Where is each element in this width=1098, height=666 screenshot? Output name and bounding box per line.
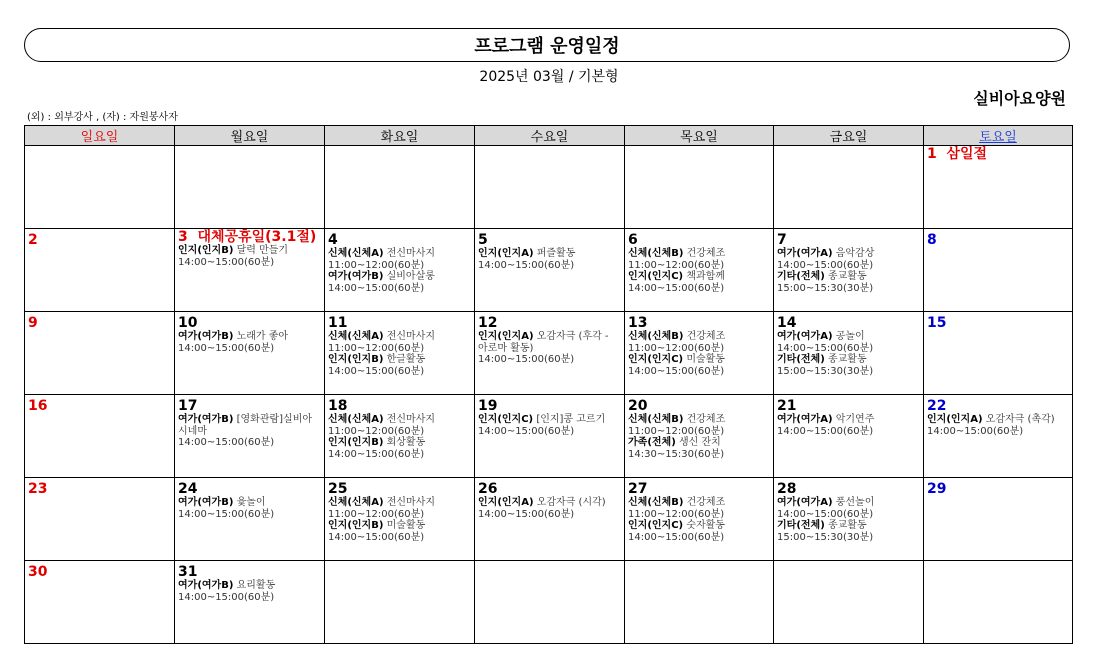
day-header [777, 229, 920, 248]
calendar-day-cell [475, 561, 625, 644]
program-event [628, 271, 770, 283]
calendar-day-cell [625, 478, 774, 561]
program-name: 노래가 좋아 [236, 331, 289, 342]
calendar-day-cell [774, 478, 924, 561]
day-header [178, 312, 321, 331]
program-category: 인지(인지A) [478, 248, 534, 259]
day-number: 17 [178, 398, 198, 414]
day-number: 19 [478, 398, 498, 414]
program-event [178, 414, 321, 437]
day-number: 31 [178, 564, 198, 580]
program-event [328, 437, 471, 449]
day-header [328, 229, 471, 248]
program-name: 전신마사지 [386, 497, 436, 508]
calendar-day-cell [625, 395, 774, 478]
day-number: 16 [28, 398, 48, 414]
program-name: 전신마사지 [386, 414, 436, 425]
calendar-day-cell [774, 146, 924, 229]
weekday-header-monday: 월요일 [175, 126, 325, 146]
calendar-day-cell [475, 478, 625, 561]
day-number: 9 [28, 315, 38, 331]
program-category: 여가(여가B) [178, 497, 234, 508]
legend: (외) : 외부강사 , (자) : 자원봉사자 [27, 112, 178, 123]
day-header [28, 561, 171, 580]
program-category: 여가(여가B) [178, 414, 234, 425]
weekday-header-thursday: 목요일 [625, 126, 774, 146]
day-number: 20 [628, 398, 648, 414]
calendar-day-cell [175, 478, 325, 561]
day-header [478, 312, 621, 331]
program-name: 풍선놀이 [835, 497, 875, 508]
day-number: 14 [777, 315, 797, 331]
calendar-day-cell [325, 312, 475, 395]
program-name: 요리활동 [236, 580, 276, 591]
program-event [328, 354, 471, 366]
program-name: 실비아살롱 [386, 271, 435, 282]
program-time: 14:00~15:00(60분) [478, 425, 575, 437]
program-category: 신체(신체A) [328, 414, 384, 425]
weekday-header-friday: 금요일 [774, 126, 924, 146]
program-name: 생신 잔치 [678, 437, 721, 448]
program-category: 신체(신체B) [628, 331, 684, 342]
day-number: 23 [28, 481, 48, 497]
program-category: 인지(인지C) [628, 520, 684, 531]
day-header [28, 312, 171, 331]
program-name: 종교활동 [827, 271, 867, 282]
program-category: 기타(전체) [777, 271, 825, 282]
program-name: 전신마사지 [386, 331, 436, 342]
day-header [478, 229, 621, 248]
day-header [328, 312, 471, 331]
program-event [628, 331, 770, 343]
program-category: 여가(여가A) [777, 331, 833, 342]
program-time: 11:00~12:00(60분) [628, 259, 725, 271]
program-time: 14:00~15:00(60분) [777, 342, 874, 354]
program-category: 인지(인지A) [478, 497, 534, 508]
calendar-day-cell [924, 312, 1073, 395]
calendar-day-cell [924, 229, 1073, 312]
program-category: 신체(신체A) [328, 497, 384, 508]
program-name: 공놀이 [835, 331, 865, 342]
weekday-header-saturday: 토요일 [924, 126, 1073, 146]
day-number: 5 [478, 232, 488, 248]
program-time: 14:00~15:00(60분) [628, 282, 725, 294]
program-event [478, 414, 621, 426]
program-time: 11:00~12:00(60분) [628, 342, 725, 354]
calendar-day-cell [625, 561, 774, 644]
day-number: 21 [777, 398, 797, 414]
calendar-day-cell [924, 561, 1073, 644]
calendar-day-cell [475, 229, 625, 312]
day-number: 3 [178, 229, 188, 245]
calendar-day-cell [475, 312, 625, 395]
holiday-label: 삼일절 [946, 146, 988, 162]
calendar-day-cell [25, 312, 175, 395]
program-event [628, 414, 770, 426]
program-category: 인지(인지B) [178, 245, 234, 256]
program-event [777, 248, 920, 260]
day-number: 18 [328, 398, 348, 414]
week-row [25, 561, 1073, 644]
day-header [178, 561, 321, 580]
program-time: 14:00~15:00(60분) [328, 282, 425, 294]
program-category: 인지(인지B) [328, 520, 384, 531]
program-time: 14:00~15:00(60분) [178, 508, 275, 520]
weekday-header-row [25, 126, 1073, 146]
program-name: 종교활동 [827, 520, 867, 531]
program-category: 여가(여가A) [777, 497, 833, 508]
program-time: 11:00~12:00(60분) [628, 425, 725, 437]
program-category: 인지(인지A) [478, 331, 534, 342]
program-event [178, 245, 321, 257]
program-time: 11:00~12:00(60분) [628, 508, 725, 520]
day-number: 22 [927, 398, 947, 414]
program-event [777, 271, 920, 283]
program-category: 인지(인지C) [628, 354, 684, 365]
day-header [628, 478, 770, 497]
program-name: 퍼즐활동 [536, 248, 576, 259]
weekday-header-sunday: 일요일 [25, 126, 175, 146]
calendar-day-cell [175, 395, 325, 478]
program-time: 14:00~15:00(60분) [328, 365, 425, 377]
program-category: 인지(인지C) [478, 414, 534, 425]
program-time: 15:00~15:30(30분) [777, 282, 874, 294]
program-event [178, 497, 321, 509]
day-number: 15 [927, 315, 947, 331]
program-name: 회상활동 [386, 437, 426, 448]
program-event [777, 414, 920, 426]
program-category: 신체(신체B) [628, 248, 684, 259]
program-time: 14:00~15:00(60분) [328, 448, 425, 460]
calendar-day-cell [774, 229, 924, 312]
day-number: 7 [777, 232, 787, 248]
day-number: 30 [28, 564, 48, 580]
program-category: 여가(여가A) [777, 414, 833, 425]
day-header [927, 146, 1069, 162]
program-time: 11:00~12:00(60분) [328, 259, 425, 271]
program-name: 달력 만들기 [236, 245, 289, 256]
program-category: 인지(인지C) [628, 271, 684, 282]
program-category: 기타(전체) [777, 520, 825, 531]
program-category: 인지(인지A) [927, 414, 983, 425]
calendar-day-cell [625, 229, 774, 312]
calendar-day-cell [175, 229, 325, 312]
program-time: 14:00~15:00(60분) [777, 425, 874, 437]
week-row [25, 229, 1073, 312]
week-row [25, 395, 1073, 478]
program-time: 14:00~15:00(60분) [478, 354, 575, 365]
program-time: 11:00~12:00(60분) [328, 508, 425, 520]
calendar-day-cell [25, 561, 175, 644]
program-time: 14:00~15:00(60분) [927, 425, 1024, 437]
organization-name: 실비아요양원 [973, 89, 1066, 108]
program-event [777, 497, 920, 509]
program-category: 여가(여가B) [178, 580, 234, 591]
calendar-day-cell [25, 229, 175, 312]
program-event [777, 520, 920, 532]
day-header [328, 478, 471, 497]
day-header [628, 312, 770, 331]
program-time: 14:00~15:00(60분) [178, 342, 275, 354]
day-header [927, 395, 1069, 414]
day-number: 12 [478, 315, 498, 331]
day-number: 6 [628, 232, 638, 248]
day-number: 13 [628, 315, 648, 331]
calendar-day-cell [774, 395, 924, 478]
program-event [628, 437, 770, 449]
program-category: 인지(인지B) [328, 437, 384, 448]
calendar-day-cell [175, 312, 325, 395]
calendar-day-cell [175, 146, 325, 229]
day-header [628, 395, 770, 414]
day-number: 8 [927, 232, 937, 248]
day-header [628, 229, 770, 248]
program-time: 14:00~15:00(60분) [478, 508, 575, 520]
day-number: 4 [328, 232, 338, 248]
program-time: 15:00~15:30(30분) [777, 365, 874, 377]
program-category: 여가(여가B) [178, 331, 234, 342]
day-number: 26 [478, 481, 498, 497]
calendar-day-cell [25, 146, 175, 229]
day-header [28, 478, 171, 497]
week-row [25, 312, 1073, 395]
program-event [328, 271, 471, 283]
day-header [927, 229, 1069, 248]
program-name: 미술활동 [686, 354, 725, 365]
holiday-label: 대체공휴일(3.1절) [197, 229, 317, 245]
program-time: 14:30~15:30(60분) [628, 448, 725, 460]
calendar-day-cell [325, 146, 475, 229]
program-event [628, 520, 770, 532]
day-number: 24 [178, 481, 198, 497]
calendar-table [24, 125, 1073, 644]
day-number: 10 [178, 315, 198, 331]
program-name: [영화관람]실비아시네마 [178, 414, 313, 437]
calendar-day-cell [325, 561, 475, 644]
program-time: 14:00~15:00(60분) [328, 531, 425, 543]
program-category: 신체(신체B) [628, 414, 684, 425]
calendar-day-cell [924, 146, 1073, 229]
program-time: 14:00~15:00(60분) [777, 508, 874, 520]
program-category: 기타(전체) [777, 354, 825, 365]
day-header [777, 478, 920, 497]
calendar-day-cell [475, 146, 625, 229]
day-number: 29 [927, 481, 947, 497]
program-name: 책과함께 [686, 271, 725, 282]
program-event [478, 497, 621, 509]
day-header [328, 395, 471, 414]
program-name: 건강체조 [686, 497, 726, 508]
program-name: 숫자활동 [686, 520, 725, 531]
program-name: 종교활동 [827, 354, 867, 365]
calendar-day-cell [325, 478, 475, 561]
program-event [328, 248, 471, 260]
day-header [28, 395, 171, 414]
day-number: 27 [628, 481, 648, 497]
program-event [328, 414, 471, 426]
program-event [328, 520, 471, 532]
day-number: 2 [28, 232, 38, 248]
program-name: 미술활동 [386, 520, 426, 531]
program-name: 전신마사지 [386, 248, 436, 259]
program-name: 오감자극 (시각) [536, 497, 606, 508]
day-header [777, 395, 920, 414]
program-name: [인지]콩 고르기 [536, 414, 606, 425]
program-event [927, 414, 1069, 426]
calendar-day-cell [625, 312, 774, 395]
week-row [25, 478, 1073, 561]
program-time: 15:00~15:30(30분) [777, 531, 874, 543]
weekday-header-tuesday: 화요일 [325, 126, 475, 146]
day-header [478, 478, 621, 497]
program-name: 악기연주 [835, 414, 875, 425]
page-title: 프로그램 운영일정 [24, 28, 1070, 62]
program-category: 신체(신체B) [628, 497, 684, 508]
calendar-day-cell [774, 561, 924, 644]
program-time: 14:00~15:00(60분) [777, 259, 874, 271]
program-name: 오감자극 (촉각) [985, 414, 1055, 425]
program-time: 14:00~15:00(60분) [628, 365, 725, 377]
program-name: 건강체조 [686, 248, 726, 259]
calendar-day-cell [175, 561, 325, 644]
program-event [777, 354, 920, 366]
calendar-day-cell [325, 229, 475, 312]
day-header [178, 395, 321, 414]
program-event [178, 580, 321, 592]
program-time: 14:00~15:00(60분) [628, 531, 725, 543]
program-name: 윷놀이 [236, 497, 266, 508]
program-event [328, 331, 471, 343]
day-header [927, 312, 1069, 331]
calendar-day-cell [924, 478, 1073, 561]
program-time: 14:00~15:00(60분) [178, 591, 275, 603]
calendar-day-cell [325, 395, 475, 478]
program-event [628, 248, 770, 260]
program-time: 11:00~12:00(60분) [328, 342, 425, 354]
day-number: 25 [328, 481, 348, 497]
program-event [777, 331, 920, 343]
day-header [927, 478, 1069, 497]
program-category: 여가(여가B) [328, 271, 384, 282]
calendar-day-cell [924, 395, 1073, 478]
program-event [628, 497, 770, 509]
calendar-day-cell [625, 146, 774, 229]
day-header [478, 395, 621, 414]
day-header [28, 229, 171, 248]
program-event [328, 497, 471, 509]
program-name: 건강체조 [686, 414, 726, 425]
program-name: 오감자극 (후각 - 아로마 활동) [478, 331, 609, 354]
calendar-day-cell [25, 395, 175, 478]
program-time: 11:00~12:00(60분) [328, 425, 425, 437]
program-name: 음악감상 [835, 248, 875, 259]
calendar-day-cell [774, 312, 924, 395]
calendar-day-cell [25, 478, 175, 561]
program-event [628, 354, 770, 366]
program-category: 여가(여가A) [777, 248, 833, 259]
day-number: 28 [777, 481, 797, 497]
program-category: 신체(신체A) [328, 331, 384, 342]
program-category: 인지(인지B) [328, 354, 384, 365]
program-time: 14:00~15:00(60분) [178, 437, 275, 448]
day-header [777, 312, 920, 331]
program-name: 건강체조 [686, 331, 726, 342]
week-row [25, 146, 1073, 229]
program-event [478, 248, 621, 260]
weekday-header-wednesday: 수요일 [475, 126, 625, 146]
program-name: 한글활동 [386, 354, 426, 365]
program-time: 14:00~15:00(60분) [178, 256, 275, 268]
program-event [478, 331, 621, 354]
day-number: 11 [328, 315, 348, 331]
day-header [178, 229, 321, 245]
program-time: 14:00~15:00(60분) [478, 259, 575, 271]
program-event [178, 331, 321, 343]
calendar-day-cell [475, 395, 625, 478]
program-category: 신체(신체A) [328, 248, 384, 259]
day-header [178, 478, 321, 497]
program-category: 가족(전체) [628, 437, 676, 448]
page-subtitle: 2025년 03월 / 기본형 [479, 69, 619, 85]
day-number: 1 [927, 146, 937, 162]
